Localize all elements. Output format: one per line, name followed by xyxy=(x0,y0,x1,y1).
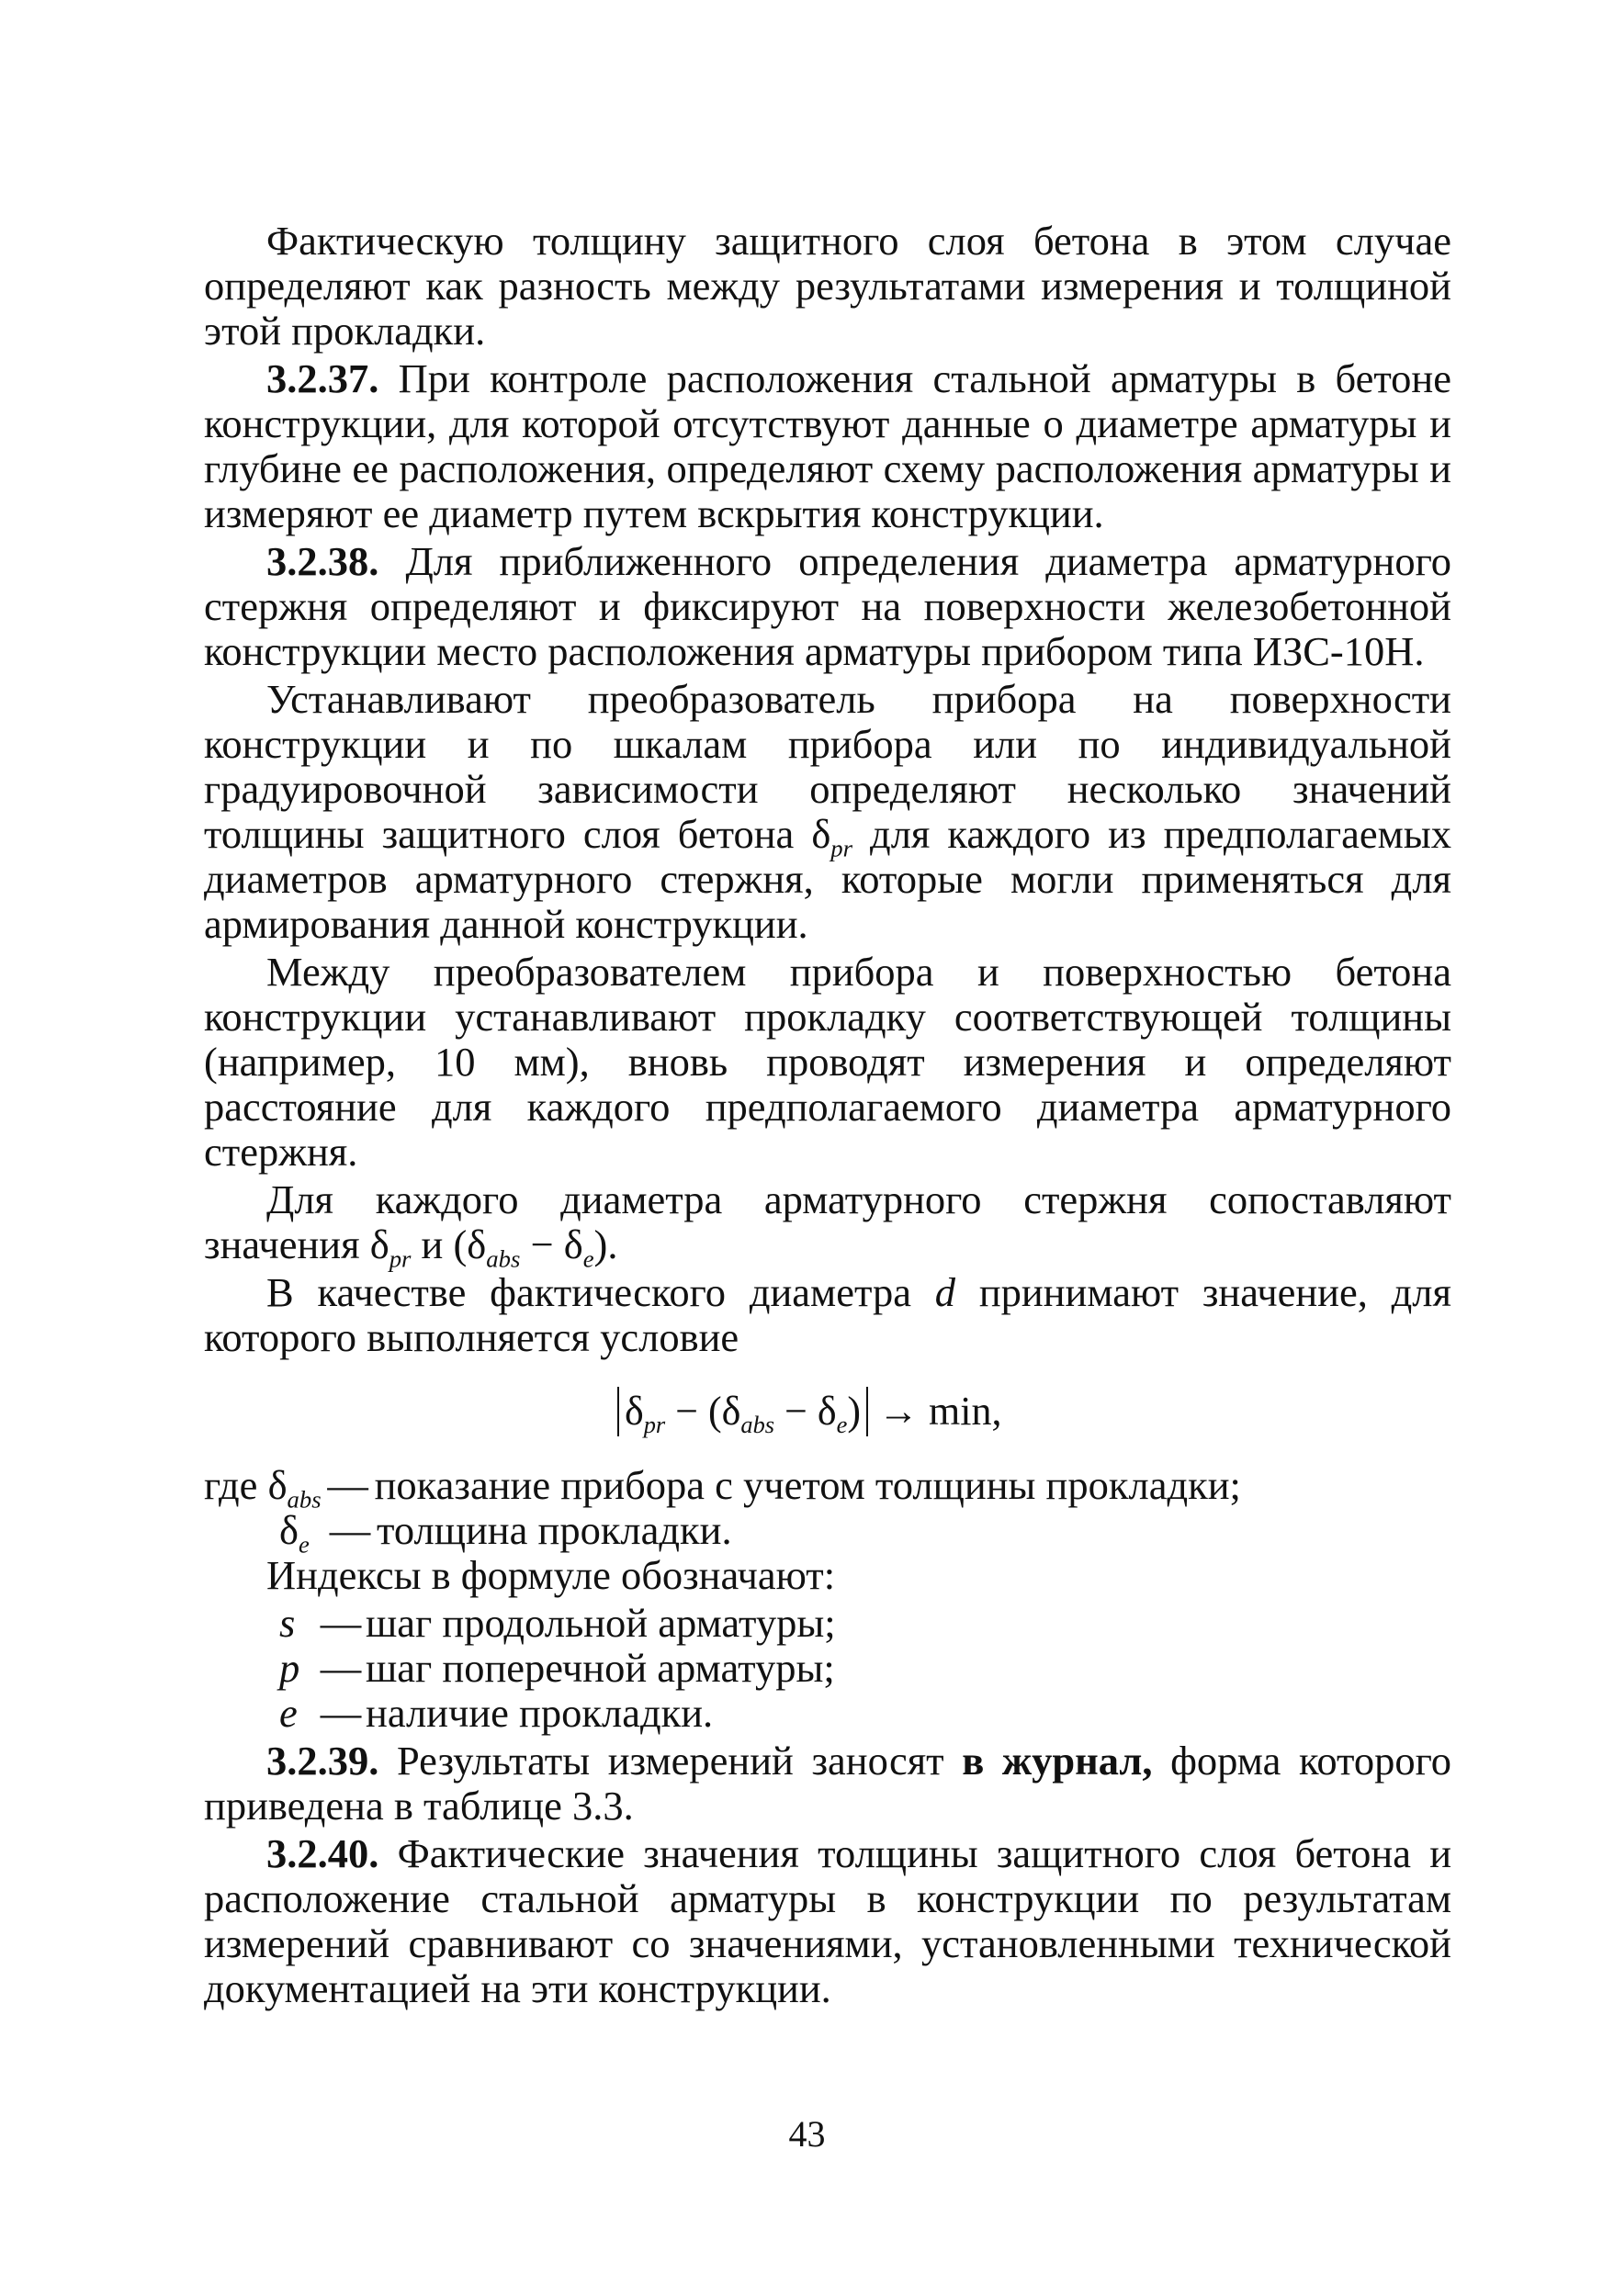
paragraph: Устанавливают преобразователь прибора на поверхности конструкции и по шкалам прибора или по индивидуальной градуировочной зависимости определяют несколько значений толщины защитного слоя бетона $\delta_{pr}$ для каждого из предполагаемых диаметров арматурного стержня, которые могли применяться для армирования данной конструкции. xyxy=(204,676,1451,947)
page-number: 43 xyxy=(788,2113,826,2155)
paragraph-3-2-39: 3.2.39. Результаты измерений заносят в журнал, форма которого приведена в таблице 3.3. xyxy=(204,1738,1452,1829)
paragraph-3-2-40: 3.2.40. Фактические значения толщины защитного слоя бетона и расположение стальной арматуры в конструкции по результатам измерений сравнивают со значениями, установленными технической документацией на эти конструкции. xyxy=(204,1830,1452,2011)
formula-definitions xyxy=(204,1462,1451,1559)
index-item: e — наличие прокладки. xyxy=(279,1690,714,1736)
section-number: 3.2.38. xyxy=(266,538,379,584)
page-body xyxy=(204,219,1451,2014)
section-number: 3.2.37. xyxy=(266,355,379,401)
paragraph-3-2-38: 3.2.38. Для приближенного определения диаметра арматурного стержня определяют и фиксируют на поверхности железобетонной конструкции место расположения арматуры прибором типа ИЗС-10Н. xyxy=(204,538,1451,674)
index-item: s — шаг продольной арматуры; xyxy=(279,1600,836,1646)
section-number: 3.2.40. xyxy=(266,1830,379,1876)
paragraph: В качестве фактического диаметра d принимают значение, для которого выполняется условие xyxy=(204,1269,1451,1360)
formula: $\delta_{pr} - (\delta_{abs} - \delta_e) \to \min$, xyxy=(617,1384,1451,1439)
absolute-value: $\delta_{pr} - (\delta_{abs} - \delta_e)$ xyxy=(617,1387,868,1436)
definition-row: где $\delta_{abs}$ — показание прибора с учетом толщины прокладки; xyxy=(204,1462,1241,1514)
paragraph: Между преобразователем прибора и поверхностью бетона конструкции устанавливают прокладку соответствующей толщины (например, 10 мм), вновь проводят измерения и определяют расстояние для каждого предполагаемого диаметра арматурного стержня. xyxy=(204,949,1451,1175)
definition-row: $\delta_e$ — толщина прокладки. xyxy=(279,1507,732,1559)
paragraph: Фактическую толщину защитного слоя бетона в этом случае определяют как разность между результатами измерения и толщиной этой прокладки. xyxy=(204,218,1451,354)
indices-intro: Индексы в формуле обозначают: xyxy=(266,1552,836,1598)
paragraph: Для каждого диаметра арматурного стержня сопоставляют значения $\delta_{pr}$ и $(\delta_{abs} - \delta_e)$. xyxy=(204,1176,1451,1273)
paragraph-3-2-37: 3.2.37. При контроле расположения стальной арматуры в бетоне конструкции, для которой отсутствуют данные о диаметре арматуры и глубине ее расположения, определяют схему расположения арматуры и измеряют ее диаметр путем вскрытия конструкции. xyxy=(204,355,1451,536)
section-number: 3.2.39. xyxy=(266,1738,379,1784)
index-item: p — шаг поперечной арматуры; xyxy=(279,1645,835,1691)
